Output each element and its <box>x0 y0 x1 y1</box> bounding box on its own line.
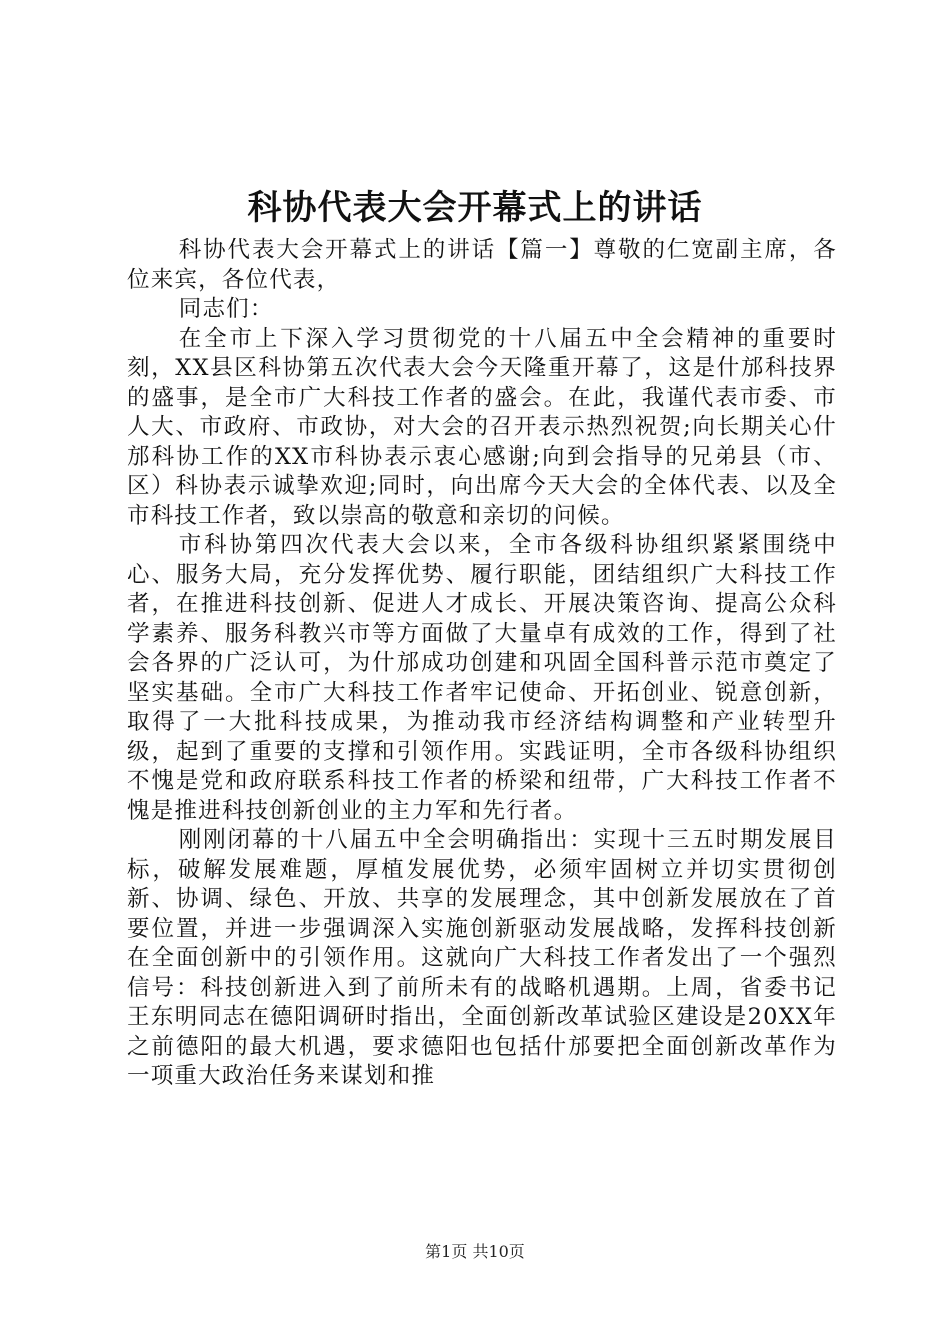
paragraph-4: 市科协第四次代表大会以来，全市各级科协组织紧紧围绕中心、服务大局，充分发挥优势、履行职能，团结组织广大科技工作者，在推进科技创新、促进人才成长、开展决策咨询、提高公众科学素养、服务科教兴市等方面做了大量卓有成效的工作，得到了社会各界的广泛认可，为什邡成功创建和巩固全国科普示范市奠定了坚实基础。全市广大科技工作者牢记使命、开拓创业、锐意创新，取得了一大批科技成果，为推动我市经济结构调整和产业转型升级，起到了重要的支撑和引领作用。实践证明，全市各级科协组织不愧是党和政府联系科技工作者的桥梁和纽带，广大科技工作者不愧是推进科技创新创业的主力军和先行者。 <box>127 532 837 824</box>
paragraph-5: 刚刚闭幕的十八届五中全会明确指出：实现十三五时期发展目标，破解发展难题，厚植发展优势，必须牢固树立并切实贯彻创新、协调、绿色、开放、共享的发展理念，其中创新发展放在了首要位置，并进一步强调深入实施创新驱动发展战略，发挥科技创新在全面创新中的引领作用。这就向广大科技工作者发出了一个强烈信号：科技创新进入到了前所未有的战略机遇期。上周，省委书记王东明同志在德阳调研时指出，全面创新改革试验区建设是20XX年之前德阳的最大机遇，要求德阳也包括什邡要把全面创新改革作为一项重大政治任务来谋划和推 <box>127 827 837 1089</box>
page-footer: 第1页 共10页 <box>425 1242 525 1261</box>
paragraph-3: 在全市上下深入学习贯彻党的十八届五中全会精神的重要时刻，XX县区科协第五次代表大会今天隆重开幕了，这是什邡科技界的盛事，是全市广大科技工作者的盛会。在此，我谨代表市委、市人大、市政府、市政协，对大会的召开表示热烈祝贺;向长期关心什邡科协工作的XX市科协表示衷心感谢;向到会指导的兄弟县（市、区）科协表示诚挚欢迎;同时，向出席今天大会的全体代表、以及全市科技工作者，致以崇高的敬意和亲切的问候。 <box>127 325 837 529</box>
document-title: 科协代表大会开幕式上的讲话 <box>247 188 703 228</box>
document-body <box>127 236 837 1092</box>
paragraph-1: 科协代表大会开幕式上的讲话【篇一】尊敬的仁宽副主席，各位来宾，各位代表， <box>127 237 837 293</box>
paragraph-2: 同志们： <box>178 296 274 322</box>
